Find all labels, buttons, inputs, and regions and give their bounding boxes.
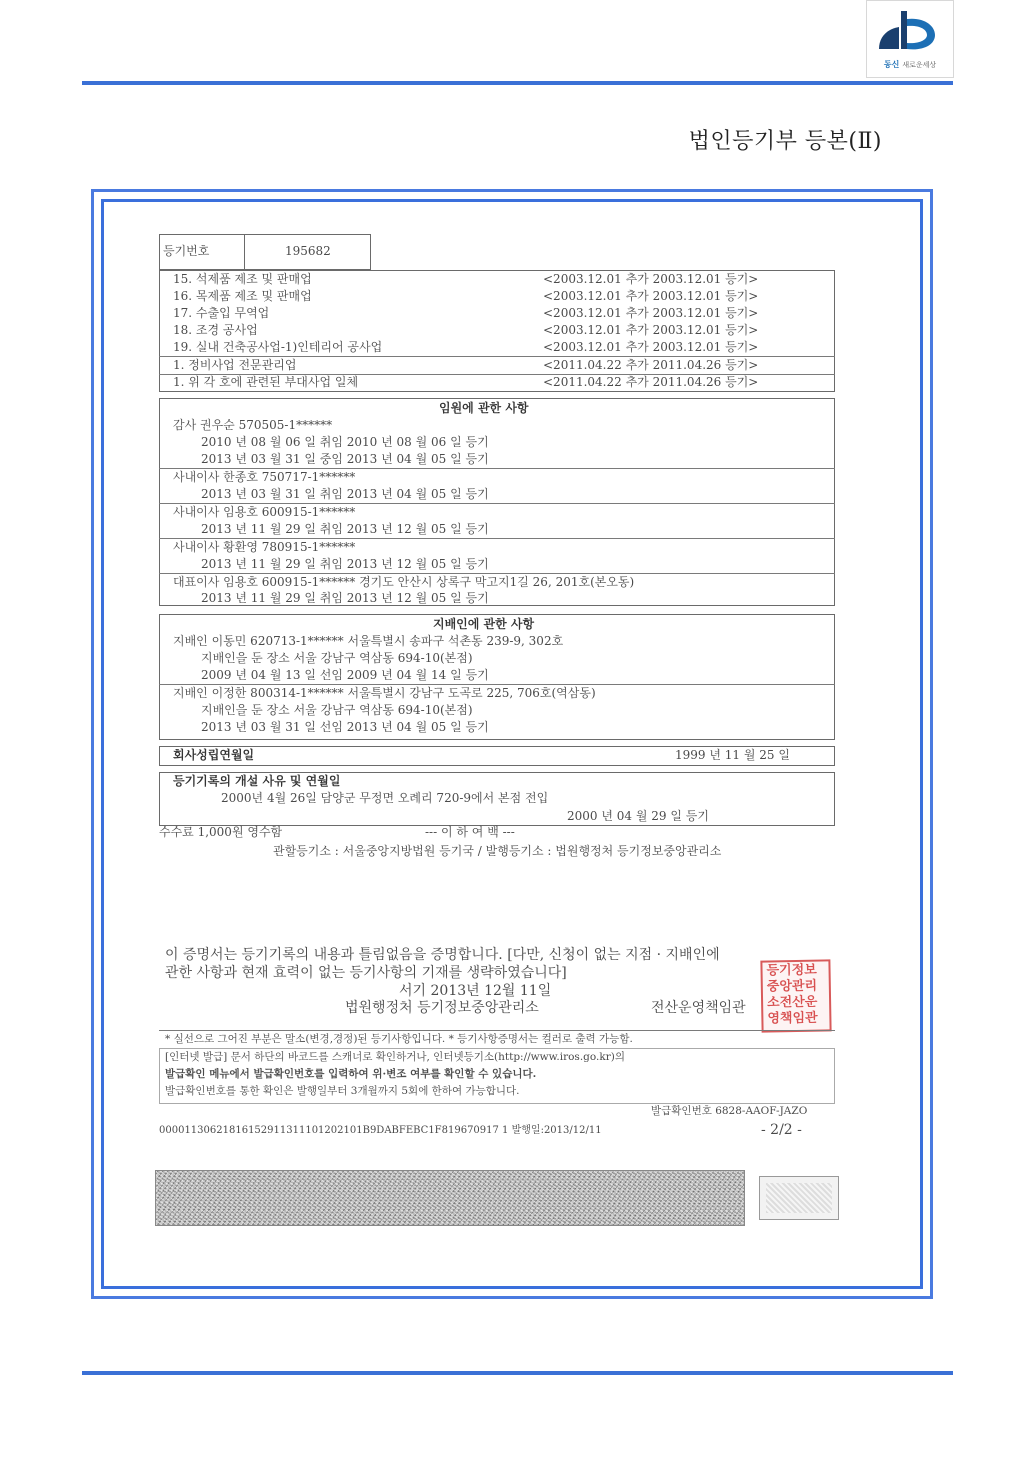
officer-line: 2013 년 03 월 31 일 취임 2013 년 04 월 05 일 등기 <box>201 487 489 501</box>
business-item: 18. 조경 공사업 <box>173 323 258 337</box>
notes-line: 발급확인 메뉴에서 발급확인번호를 입력하여 위·변조 여부를 확인할 수 있습니다. <box>165 1068 537 1080</box>
business-note: <2003.12.01 추가 2003.12.01 등기> <box>543 323 759 337</box>
officer-name: 사내이사 한종호 750717-1****** <box>173 470 356 484</box>
notes-line: [인터넷 발급] 문서 하단의 바코드를 스캐너로 확인하거나, 인터넷등기소(http://www.iros.go.kr)의 <box>165 1051 625 1063</box>
manager-line: 2009 년 04 월 13 일 선임 2009 년 04 월 14 일 등기 <box>201 668 489 682</box>
officer-line: 2013 년 11 월 29 일 취임 2013 년 12 월 05 일 등기 <box>201 591 489 605</box>
document-serial: 00001130621816152911311101202101B9DABFEBC1F819670917 1 발행일:2013/12/11 <box>159 1125 602 1136</box>
verification-mark <box>759 1176 839 1220</box>
officer-line: 2013 년 11 월 29 일 취임 2013 년 12 월 05 일 등기 <box>201 522 489 536</box>
officer-line: 2013 년 03 월 31 일 중임 2013 년 04 월 05 일 등기 <box>201 452 489 466</box>
business-note: <2011.04.22 추가 2011.04.26 등기> <box>543 375 759 389</box>
cert-org: 법원행정처 등기정보중앙관리소 <box>345 1000 539 1016</box>
company-logo <box>866 0 954 78</box>
officer-name: 사내이사 임용호 600915-1****** <box>173 505 356 519</box>
establishment-label: 회사성립연월일 <box>173 748 255 762</box>
notes-line: 발급확인번호를 통한 확인은 발행일부터 3개월까지 5회에 한하여 가능합니다. <box>165 1085 520 1097</box>
reg-number-value: 195682 <box>285 244 331 258</box>
business-note: <2003.12.01 추가 2003.12.01 등기> <box>543 340 759 354</box>
business-item: 19. 실내 건축공사업-1)인테리어 공사업 <box>173 340 383 354</box>
business-item: 16. 목제품 제조 및 판매업 <box>173 289 312 303</box>
cert-line-2: 관한 사항과 현재 효력이 없는 등기사항의 기재를 생략하였습니다] <box>165 965 567 981</box>
barcode-noise-block <box>155 1170 745 1226</box>
manager-place: 지배인을 둔 장소 서울 강남구 역삼동 694-10(본점) <box>201 703 473 717</box>
page-title: 법인등기부 등본(Ⅱ) <box>688 129 882 154</box>
cert-officer: 전산운영책임관 <box>651 1000 746 1016</box>
business-item: 1. 정비사업 전문관리업 <box>173 358 297 372</box>
manager-place: 지배인을 둔 장소 서울 강남구 역삼동 694-10(본점) <box>201 651 473 665</box>
logo-text: 동신 새로운세상 <box>883 60 937 69</box>
cert-date: 서기 2013년 12월 11일 <box>399 983 552 999</box>
origin-date: 2000 년 04 월 29 일 등기 <box>567 809 709 823</box>
origin-label: 등기기록의 개설 사유 및 연월일 <box>173 774 341 788</box>
officers-heading: 임원에 관한 사항 <box>439 401 529 415</box>
business-note: <2003.12.01 추가 2003.12.01 등기> <box>543 306 759 320</box>
fee-text: 수수료 1,000원 영수함 <box>159 825 283 839</box>
manager-name: 지배인 이동민 620713-1****** 서울특별시 송파구 석촌동 239-9, 302호 <box>173 634 564 648</box>
reg-number-label: 등기번호 <box>163 244 210 258</box>
dongsin-logo-icon <box>867 5 953 59</box>
scanned-registry-document <box>155 230 845 1230</box>
officer-name: 대표이사 임용호 600915-1****** 경기도 안산시 상록구 막고지1길 26, 201호(본오동) <box>173 575 635 589</box>
managers-heading: 지배인에 관한 사항 <box>433 617 535 631</box>
origin-text: 2000년 4월 26일 담양군 무정면 오례리 720-9에서 본점 전입 <box>221 791 549 805</box>
business-note: <2011.04.22 추가 2011.04.26 등기> <box>543 358 759 372</box>
business-item: 1. 위 각 호에 관련된 부대사업 일체 <box>173 375 359 389</box>
business-item: 17. 수출입 무역업 <box>173 306 270 320</box>
blank-mark: --- 이 하 여 백 --- <box>425 825 515 839</box>
page-number: - 2/2 - <box>761 1122 802 1138</box>
business-note: <2003.12.01 추가 2003.12.01 등기> <box>543 272 759 286</box>
registry-office: 관할등기소 : 서울중앙지방법원 등기국 / 발행등기소 : 법원행정처 등기정보중앙관리소 <box>273 844 722 858</box>
establishment-date: 1999 년 11 월 25 일 <box>675 748 790 762</box>
official-seal-stamp: 등기정보 중앙관리 소전산운 영책임관 <box>760 959 831 1032</box>
manager-name: 지배인 이정한 800314-1****** 서울특별시 강남구 도곡로 225, 706호(역삼동) <box>173 686 596 700</box>
footer-rule <box>82 1371 953 1375</box>
business-item: 15. 석제품 제조 및 판매업 <box>173 272 312 286</box>
confirm-number: 발급확인번호 6828-AAOF-JAZO <box>651 1105 808 1117</box>
officer-line: 2010 년 08 월 06 일 취임 2010 년 08 월 06 일 등기 <box>201 435 489 449</box>
business-note: <2003.12.01 추가 2003.12.01 등기> <box>543 289 759 303</box>
notes-line: * 실선으로 그어진 부분은 말소(변경,경정)된 등기사항입니다. * 등기사항증명서는 컬러로 출력 가능함. <box>165 1033 633 1045</box>
cert-line-1: 이 증명서는 등기기록의 내용과 틀림없음을 증명합니다. [다만, 신청이 없는 지점 · 지배인에 <box>165 947 720 963</box>
header-rule <box>82 81 953 85</box>
officer-name: 감사 권우순 570505-1****** <box>173 418 333 432</box>
officer-name: 사내이사 황환영 780915-1****** <box>173 540 356 554</box>
manager-line: 2013 년 03 월 31 일 선임 2013 년 04 월 05 일 등기 <box>201 720 489 734</box>
officer-line: 2013 년 11 월 29 일 취임 2013 년 12 월 05 일 등기 <box>201 557 489 571</box>
